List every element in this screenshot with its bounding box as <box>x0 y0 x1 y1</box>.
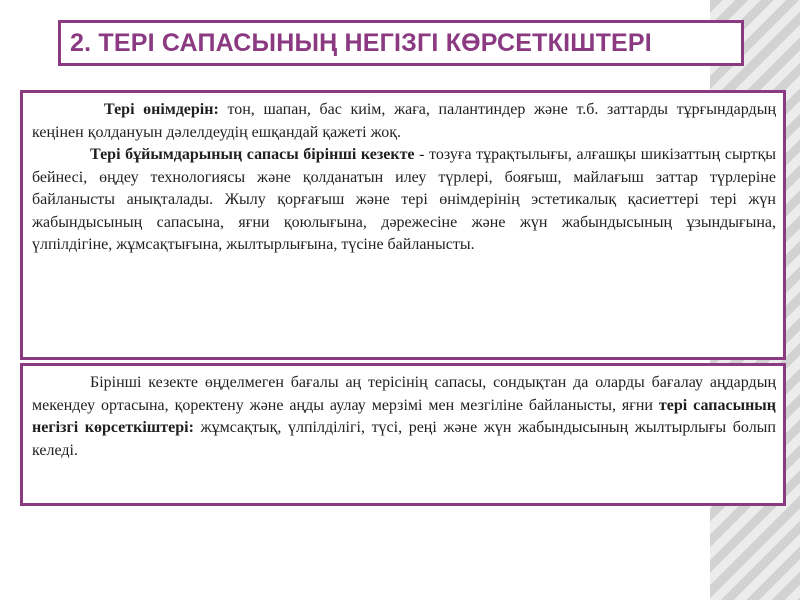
text-box-secondary <box>20 363 786 506</box>
paragraph-raw-fur-quality <box>32 372 776 462</box>
text-box-main <box>20 90 786 360</box>
paragraph-quality-factors <box>32 144 776 257</box>
paragraph-text: Бірінші кезекте өңделмеген бағалы аң терісінің сапасы, сондықтан да оларды бағалау аңдардың мекендеу ортасына, қоректену және аңды аулау мерзімі мен мезгіліне байланысты, яғни <box>32 374 776 414</box>
paragraph-text: тон, шапан, бас киім, жаға, палантиндер және т.б. заттарды тұрғындардың кеңінен қолдануын дәлелдеудің ешқандай қажеті жоқ. <box>32 101 777 141</box>
title-box <box>58 20 744 66</box>
paragraph-leather-products <box>32 99 776 144</box>
bold-key-indicators: тері сапасының негізгі көрсеткіштері: <box>32 396 776 436</box>
slide-title: 2. ТЕРІ САПАСЫНЫҢ НЕГІЗГІ КӨРСЕТКІШТЕРІ <box>70 28 652 57</box>
bold-lead-leather-products: Тері өнімдерін: <box>104 101 219 118</box>
paragraph-text: жұмсақтық, үлпілділігі, түсі, реңі және жүн жабындысының жылтырлығы болып келеді. <box>32 419 776 459</box>
paragraph-text: - тозуға тұрақтылығы, алғашқы шикізаттың сыртқы бейнесі, өңдеу технологиясы және қолданатын илеу түрлері, бояғыш, майлағыш заттар түрлеріне байланысты анықталады. Жылу қорғағыш және тері өнімдерінің эстетикалық қасиеттері тері жүн жабындысының сапасына, яғни қоюлығына, дәрежесіне және жүн жабындысының ұзындығына, үлпілдігіне, жұмсақтығына, жылтырлығына, түсіне байланысты. <box>32 146 776 253</box>
bold-lead-quality: Тері бұйымдарының сапасы бірінші кезекте <box>90 146 415 163</box>
